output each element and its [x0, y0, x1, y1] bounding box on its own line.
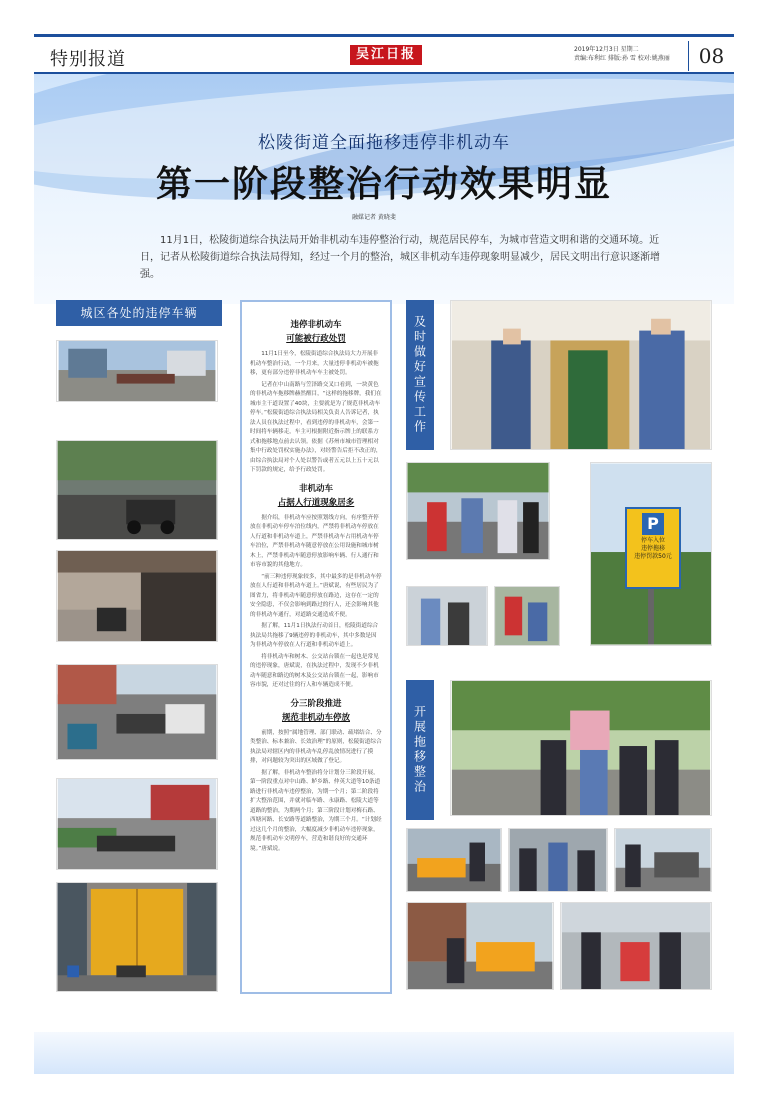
subheadline: 松陵街道全面拖移违停非机动车 [258, 133, 510, 153]
headline: 第一阶段整治行动效果明显 [155, 163, 612, 205]
photo-fire-exit-door [56, 882, 218, 992]
parking-symbol-icon: P [642, 513, 664, 535]
article-body-column [240, 300, 392, 994]
parking-sign [625, 507, 681, 589]
newspaper-page [34, 34, 734, 1074]
photo-officers-shop [450, 300, 712, 450]
masthead-logo: 吴江日报 [350, 45, 422, 65]
editors-line: 责编:布利红 排版:孙 雪 校对:姚燕丽 [574, 55, 670, 62]
right-label-towing: 开展拖移整治 [406, 680, 434, 820]
photo-sidewalk-scooters [56, 664, 218, 760]
body-paragraph: 据了解，非机动车整治将分计划分三阶段开展，第一阶段重点对中山路、鲈乡路、仲英大道等10条道路进行非机动车违停整治，为期一个月；第二阶段将扩大整治范围，并就对临车路、永康路、松陵大道等道路的整治，为期两个月；第三阶段计划对梅石路、西塘河路、长安路等道路整治，为期三个月。“计划经过这几个月的整治，大幅度减少非机动车违停现象，规范非机动车文明停车，营造和谐良好的交通环境。”唐斌说。 [250, 769, 382, 852]
section-heading: 非机动车 占据人行道现象居多 [277, 483, 355, 508]
left-column-label: 城区各处的违停车辆 [56, 300, 222, 326]
sign-line: 停车入位 [640, 537, 665, 544]
photo-officer-talking [406, 586, 488, 646]
photo-officers-scooters [508, 828, 608, 892]
edition-info [574, 45, 684, 63]
photo-scooter-road [56, 440, 218, 540]
photo-towing-crew [450, 680, 712, 816]
body-paragraph: 据介绍，非机动车应按照划线方向，有序整齐停放在非机动车停车泊位线内，严禁将非机动车停放在人行道和非机动车道上，严禁非机动车占用机动车停车泊位，严禁非机动车随意停放在公用设施和城市树木上，严禁非机动车随意停放影响车辆、行人通行和市容市貌的其他地方。 [250, 514, 379, 568]
body-paragraph: 据了解，11月1日执法行动首日，松陵街道综合执法局共拖移了9辆违停的非机动车，其中多数是因为非机动车停放在人行道和非机动车道上。 [250, 623, 379, 648]
body-paragraph: 前期，按照“属地管理、部门联动、疏堵结合、分类整治、标本兼治、长效治理”的原则，松陵街道综合执法局对辖区内的非机动车乱停乱放情况进行了摸排，对问题较为突出的区域做了登记。 [250, 729, 382, 764]
photo-arcade-bikes [56, 550, 218, 642]
photo-truck-load [614, 828, 712, 892]
photo-officer-scooter [494, 586, 560, 646]
date-line: 2019年12月3日 星期二 [574, 46, 639, 53]
photo-parking-sign [590, 462, 712, 646]
byline: 融媒记者 黄晓斐 [352, 214, 396, 221]
section-name: 特别报道 [50, 49, 126, 70]
body-paragraph: 11月1日至今，松陵街道综合执法局大力开展非机动车整治行动，一个月来，大量违停非机动车被拖移，更有部分违停非机动车车主被处罚。 [250, 351, 379, 376]
section-heading: 违停非机动车 可能被行政处罚 [286, 320, 346, 344]
page-header [34, 34, 734, 74]
right-label-publicity: 及时做好宣传工作 [406, 300, 434, 450]
photo-officers-tow-bikes [560, 902, 712, 990]
section-heading: 分三阶段推进 规范非机动车停放 [281, 698, 350, 723]
photo-street-bikes [56, 778, 218, 870]
body-paragraph: 记者在中山南路与笠泽路交叉口看到，一块黄色的非机动车拖移牌赫然醒目，“这样的拖移牌，我们在城市主干道设置了40块，主要就是为了规范非机动车停车。”松陵街道综合执法局相关负责人告诉记者，执法人员在执法过程中，看到违停的非机动车，会第一时间将车辆移走，车主可根据附近指示牌上的联系方式和拖移地点前去认领。依据《苏州市城市管理相对集中行政处罚权实施办法》，对经警告后拒不改正的，由综合执法局对个人处以警告或者五元以上五十元以下罚款的规定，给予行政处罚。 [250, 381, 382, 473]
sign-line: 违停拖移 [640, 545, 665, 552]
photo-tow-truck-loading [406, 828, 502, 892]
page-number: 08 [688, 41, 734, 71]
body-paragraph: “前三种违停现象较多，其中最多的是非机动车停放在人行道和非机动车道上。”唐斌说，有些居民为了图省力，将非机动车随意停放在路边，这存在一定的安全隐患，不仅会影响到路过的行人，还会影响其他的非机动车通行，对道路交通造成不便。 [250, 573, 382, 618]
photo-tow-truck-street [406, 902, 554, 990]
photo-officers-street-publicity [406, 462, 550, 560]
body-paragraph: 将非机动车和树木、公交站台锁在一起也是常见的违停现象，唐斌说，在执法过程中，发现不少非机动车随意和路边的树木及公交站台锁在一起，影响市容市貌，还对过往的行人和车辆造成不便。 [250, 653, 379, 688]
sign-line: 违停罚款50元 [634, 553, 672, 560]
lead-paragraph: 11月1日，松陵街道综合执法局开始非机动车违停整治行动，规范居民停车，为城市营造文明和谐的交通环境。近日，记者从松陵街道综合执法局得知，经过一个月的整治，城区非机动车违停现象明显减少，居民文明出行意识逐渐增强。 [140, 235, 660, 280]
page-bottom-bar [34, 1032, 734, 1074]
photo-parked-bikes-plaza [56, 340, 218, 402]
headline-banner [34, 74, 734, 304]
